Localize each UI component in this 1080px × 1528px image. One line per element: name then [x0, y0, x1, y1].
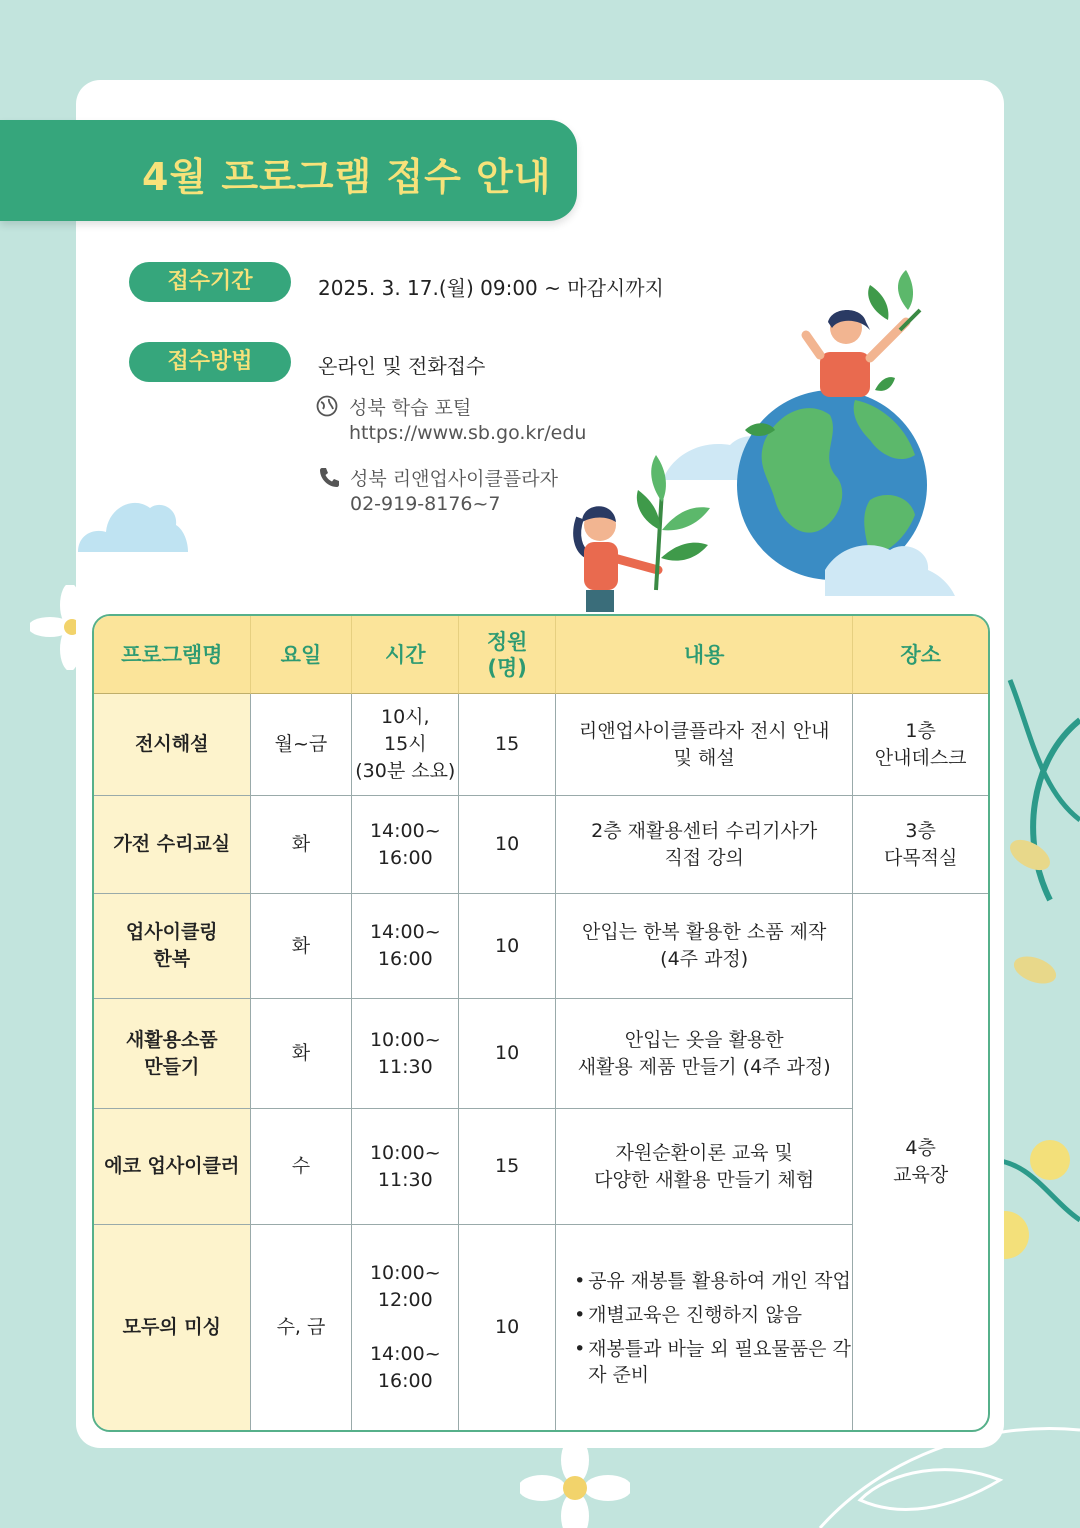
online-portal-name: 성북 학습 포털 [349, 397, 472, 419]
program-time [352, 894, 459, 999]
program-capacity: 10 [459, 1225, 556, 1430]
method-badge: 접수방법 [129, 342, 291, 382]
program-day: 화 [251, 894, 353, 999]
header-capacity-line1: 정원 [486, 629, 528, 654]
program-day: 수 [251, 1109, 353, 1225]
time-line: 14:00~ [369, 819, 441, 842]
program-content [556, 796, 853, 894]
name-line: 만들기 [144, 1055, 200, 1078]
content-line: 다양한 새활용 만들기 체험 [594, 1168, 815, 1191]
program-day: 화 [251, 999, 353, 1109]
program-capacity: 15 [459, 694, 556, 796]
place-line: 1층 [905, 719, 936, 742]
time-line: 10:00~ [369, 1028, 441, 1051]
content-line: 안입는 옷을 활용한 [624, 1028, 784, 1051]
content-line: 새활용 제품 만들기 (4주 과정) [577, 1055, 831, 1078]
phone-place-name: 성북 리앤업사이클플라자 [350, 468, 558, 490]
time-line: (30분 소요) [355, 760, 456, 782]
place-line: 다목적실 [883, 846, 958, 869]
place-line: 4층 [905, 1137, 936, 1159]
method-value: 온라인 및 전화접수 [318, 354, 486, 378]
flower-decoration [520, 1440, 630, 1528]
program-capacity: 10 [459, 999, 556, 1109]
content-line: 자원순환이론 교육 및 [615, 1141, 793, 1164]
header-capacity [459, 616, 556, 694]
time-line: 16:00 [377, 846, 433, 869]
program-place [853, 894, 988, 1430]
program-capacity: 10 [459, 894, 556, 999]
program-content [556, 1225, 853, 1430]
content-line: 안입는 한복 활용한 소품 제작 [581, 921, 827, 943]
program-capacity: 10 [459, 796, 556, 894]
period-value: 2025. 3. 17.(월) 09:00 ~ 마감시까지 [318, 276, 664, 300]
header-content: 내용 [556, 616, 853, 694]
content-bullet-list [556, 1268, 852, 1388]
program-name: 가전 수리교실 [94, 796, 251, 894]
header-time: 시간 [352, 616, 459, 694]
bullet-item: • 재봉틀과 바늘 외 필요물품은 각자 준비 [574, 1336, 852, 1388]
time-line: 14:00~ [369, 1343, 441, 1365]
header-day: 요일 [251, 616, 353, 694]
table-header-row [94, 616, 988, 694]
table-row [94, 796, 988, 894]
program-name: 모두의 미싱 [94, 1225, 251, 1430]
flower-decoration [30, 585, 80, 670]
place-line: 3층 [905, 819, 936, 842]
time-line: 11:30 [377, 1055, 433, 1078]
program-day: 월~금 [251, 694, 353, 796]
time-line: 16:00 [377, 1370, 433, 1392]
header-place: 장소 [853, 616, 988, 694]
program-name [94, 894, 251, 999]
content-line: 리앤업사이클플라자 전시 안내 [578, 719, 830, 742]
program-table [92, 614, 990, 1432]
phone-icon [318, 466, 340, 488]
time-line: 12:00 [377, 1289, 433, 1311]
period-badge: 접수기간 [129, 262, 291, 302]
header-program-name: 프로그램명 [94, 616, 251, 694]
place-line: 교육장 [893, 1164, 949, 1186]
name-line: 업사이클링 [125, 921, 218, 943]
content-line: 2층 재활용센터 수리기사가 [591, 819, 818, 842]
bullet-item: • 공유 재봉틀 활용하여 개인 작업 [574, 1268, 852, 1294]
content-line: 직접 강의 [664, 846, 744, 869]
header-capacity-line2: (명) [487, 655, 527, 680]
time-line: 11:30 [377, 1168, 433, 1191]
program-time [352, 1225, 459, 1430]
earth-illustration [570, 240, 970, 612]
program-place [853, 796, 988, 894]
program-content [556, 1109, 853, 1225]
time-line: 15시 [384, 733, 427, 755]
content-line: 및 해설 [673, 746, 735, 769]
program-content [556, 894, 853, 999]
bullet-item: • 개별교육은 진행하지 않음 [574, 1302, 852, 1328]
program-day: 수, 금 [251, 1225, 353, 1430]
time-line: 16:00 [377, 948, 433, 970]
name-line: 새활용소품 [125, 1028, 218, 1051]
phone-number[interactable]: 02-919-8176~7 [350, 493, 501, 515]
time-line: 10:00~ [369, 1262, 441, 1284]
content-line: (4주 과정) [660, 948, 749, 970]
program-capacity: 15 [459, 1109, 556, 1225]
table-row [94, 694, 988, 796]
time-line: 10:00~ [369, 1141, 441, 1164]
program-place [853, 694, 988, 796]
program-time [352, 1109, 459, 1225]
globe-icon [316, 395, 338, 417]
program-name [94, 999, 251, 1109]
program-day: 화 [251, 796, 353, 894]
page-title: 4월 프로그램 접수 안내 [142, 155, 552, 199]
place-line: 안내데스크 [874, 746, 967, 769]
time-line: 14:00~ [369, 921, 441, 943]
program-content [556, 694, 853, 796]
online-portal-url[interactable]: https://www.sb.go.kr/edu [349, 422, 587, 444]
program-name: 에코 업사이클러 [94, 1109, 251, 1225]
program-time [352, 694, 459, 796]
time-line: 10시, [381, 706, 430, 728]
table-row [94, 894, 988, 999]
program-name: 전시해설 [94, 694, 251, 796]
program-content [556, 999, 853, 1109]
program-time [352, 796, 459, 894]
cloud-decoration [78, 490, 188, 552]
name-line: 한복 [153, 948, 191, 970]
program-time [352, 999, 459, 1109]
